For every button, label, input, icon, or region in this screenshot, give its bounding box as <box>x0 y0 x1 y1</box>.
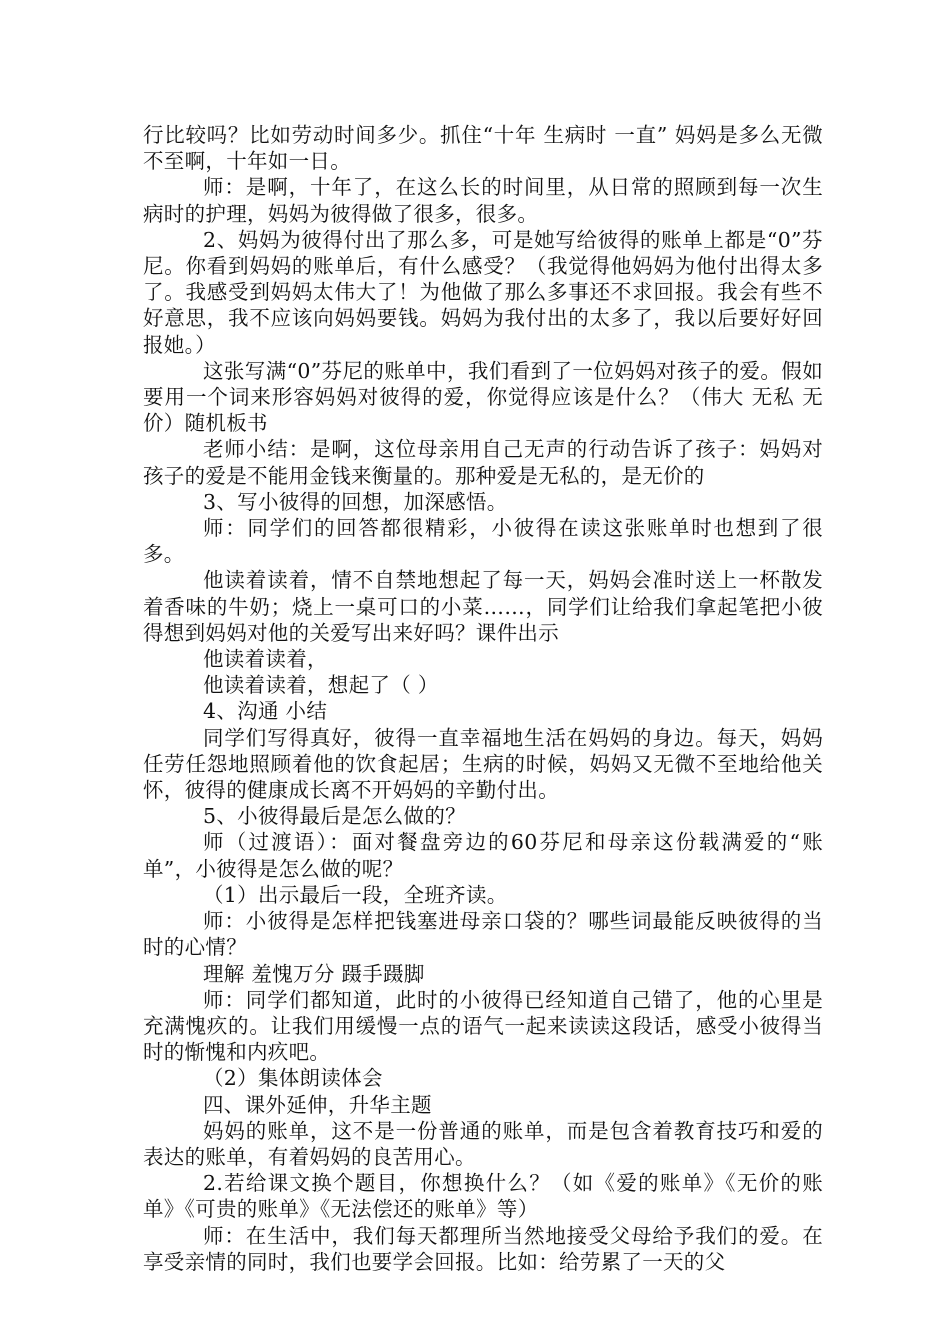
paragraph: （1）出示最后一段，全班齐读。 <box>203 882 508 907</box>
paragraph: 师：小彼得是怎样把钱塞进母亲口袋的？哪些词最能反映彼得的当时的心情？ <box>143 909 823 960</box>
paragraph: 理解 羞愧万分 蹑手蹑脚 <box>203 961 425 986</box>
document-body <box>143 122 823 1275</box>
paragraph: 师：同学们的回答都很精彩，小彼得在读这张账单时也想到了很多。 <box>143 516 823 567</box>
paragraph: 师：是啊，十年了，在这么长的时间里，从日常的照顾到每一次生病时的护理，妈妈为彼得做了很多，很多。 <box>143 175 823 226</box>
paragraph: 他读着读着，想起了（ ） <box>203 673 439 698</box>
paragraph: 妈妈的账单，这不是一份普通的账单，而是包含着教育技巧和爱的表达的账单，有着妈妈的良苦用心。 <box>143 1118 823 1169</box>
paragraph: 这张写满“0”芬尼的账单中，我们看到了一位妈妈对孩子的爱。假如要用一个词来形容妈妈对彼得的爱，你觉得应该是什么？（伟大 无私 无价）随机板书 <box>143 358 823 436</box>
paragraph: 师：在生活中，我们每天都理所当然地接受父母给予我们的爱。在享受亲情的同时，我们也要学会回报。比如：给劳累了一天的父 <box>143 1223 823 1274</box>
paragraph: 师：同学们都知道，此时的小彼得已经知道自己错了，他的心里是充满愧疚的。让我们用缓慢一点的语气一起来读读这段话，感受小彼得当时的惭愧和内疚吧。 <box>143 987 823 1065</box>
paragraph: 3、写小彼得的回想，加深感悟。 <box>203 489 508 514</box>
paragraph: 老师小结：是啊，这位母亲用自己无声的行动告诉了孩子：妈妈对孩子的爱是不能用金钱来衡量的。那种爱是无私的，是无价的 <box>143 437 823 488</box>
paragraph: 他读着读着， <box>203 647 328 672</box>
paragraph: 2、妈妈为彼得付出了那么多，可是她写给彼得的账单上都是“0”芬尼。你看到妈妈的账单后，有什么感受？（我觉得他妈妈为他付出得太多了。我感受到妈妈太伟大了！为他做了那么多事还不求回报。我会有些不好意思，我不应该向妈妈要钱。妈妈为我付出的太多了，我以后要好好回报她。） <box>143 227 823 357</box>
paragraph: 2.若给课文换个题目，你想换什么？（如《爱的账单》《无价的账单》《可贵的账单》《无法偿还的账单》等） <box>143 1171 823 1222</box>
paragraph: 四、课外延伸，升华主题 <box>203 1092 432 1117</box>
paragraph: 师（过渡语）：面对餐盘旁边的60芬尼和母亲这份载满爱的“账单”，小彼得是怎么做的呢？ <box>143 830 823 881</box>
paragraph: 他读着读着，情不自禁地想起了每一天，妈妈会准时送上一杯散发着香味的牛奶；烧上一桌可口的小菜……，同学们让给我们拿起笔把小彼得想到妈妈对他的关爱写出来好吗？课件出示 <box>143 568 823 645</box>
paragraph: （2）集体朗读体会 <box>203 1066 383 1091</box>
paragraph: 4、沟通 小结 <box>203 699 328 724</box>
paragraph: 行比较吗？比如劳动时间多少。抓住“十年 生病时 一直” 妈妈是多么无微不至啊，十年如一日。 <box>143 123 823 174</box>
paragraph: 同学们写得真好，彼得一直幸福地生活在妈妈的身边。每天，妈妈任劳任怨地照顾着他的饮食起居；生病的时候，妈妈又无微不至地给他关怀，彼得的健康成长离不开妈妈的辛勤付出。 <box>143 725 823 803</box>
paragraph: 5、小彼得最后是怎么做的？ <box>203 804 466 829</box>
